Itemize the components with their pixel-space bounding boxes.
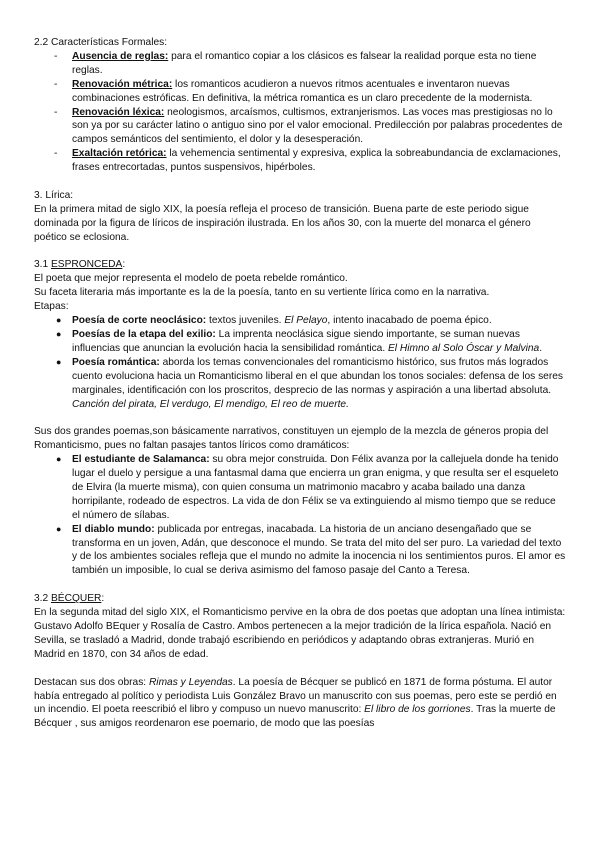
paragraph-faceta: Su faceta literaria más importante es la de la poesía, tanto en su vertiente lírica como en la narrativa. (34, 287, 490, 299)
dash-marker: - (54, 106, 58, 118)
section-number: 3.1 (34, 259, 51, 271)
heading-colon: : (122, 259, 126, 271)
definition: textos juveniles. (206, 315, 285, 327)
section-number: 3.2 (34, 593, 51, 605)
definition: publicada por entregas, inacabada. La historia de un anciano desengañado que se transforma en un joven, Adán, que desconoce el mundo. Se trata del mito del ser puro. La variedad del texto y de los ambientes sociales refleja que el mundo no admite la inocencia ni los sentimientos puros. El amor es también un imposible, lo cual se deriva asimismo del famoso pasaje del Canto a Teresa. (72, 523, 566, 577)
text: Destacan sus dos obras: (34, 676, 149, 688)
heading-colon: : (101, 593, 105, 605)
formal-features-list (34, 50, 566, 175)
author-name: ESPRONCEDA (51, 259, 123, 271)
section-heading-lirica: 3. Lírica: (34, 189, 74, 201)
paragraph-lirica: En la primera mitad de siglo XIX, la poesía refleja el proceso de transición. Buena parte de este periodo sigue dominada por la figura de líricos de inspiración ilustrada. En los años 30, con la muerte del monarca el género poético se eclosiona. (34, 203, 531, 243)
work-title: Rimas y Leyendas (148, 676, 233, 688)
bullet-icon: ● (56, 523, 62, 534)
section-heading-formal: 2.2 Características Formales: (34, 37, 168, 48)
poems-list (34, 453, 566, 578)
definition: para el romantico copiar a los clásicos es falsear la realidad porque esta no tiene reglas. (72, 50, 537, 76)
list-item (34, 328, 566, 356)
bullet-icon: ● (56, 454, 62, 465)
list-item (34, 356, 566, 412)
dash-marker: - (54, 148, 58, 160)
dash-marker: - (54, 50, 58, 62)
term: Renovación léxica: (72, 106, 165, 118)
stages-list (34, 314, 566, 411)
work-title: El libro de los gorriones (364, 704, 471, 716)
term: Poesía romántica: (72, 356, 160, 368)
paragraph-obras (34, 676, 566, 732)
term: Poesías de la etapa del exilio: (72, 329, 216, 340)
term: Ausencia de reglas: (72, 50, 169, 62)
work-title: El Pelayo (284, 315, 328, 327)
dash-marker: - (54, 78, 58, 90)
term: Renovación métrica: (72, 78, 173, 90)
paragraph-poemas: Sus dos grandes poemas,son básicamente narrativos, constituyen un ejemplo de la mezcla de géneros propia del Romanticismo, pues no faltan pasajes tantos líricos como dramáticos: (34, 426, 549, 452)
bullet-icon: ● (56, 315, 62, 326)
definition: neologismos, arcaísmos, cultismos, extranjerismos. Las voces mas prestigiosas no lo son ya por su carácter latino o antiguo sino por el valor emocional. Predilección por palabras procedentes de campos semánticos del sentimiento, el dolor y la desesperación. (72, 106, 563, 146)
list-item (34, 523, 566, 579)
section-heading-espronceda (34, 258, 566, 272)
text: . La poesía de Bécquer se publicó en 1871 de forma póstuma. El autor había entregado al político y periodista Luis González Bravo un manuscrito con sus poemas, pero este se perdió en un incendio. El poeta reescribió el libro y compuso un nuevo manuscrito: (34, 676, 557, 716)
label-etapas: Etapas: (34, 301, 69, 313)
list-item (34, 314, 566, 328)
section-heading-becquer (34, 592, 566, 606)
list-item (34, 106, 566, 148)
work-title: Canción del pirata, El verdugo, El mendigo, El reo de muerte. (72, 398, 349, 410)
term: El estudiante de Salamanca: (72, 454, 210, 466)
list-item (34, 453, 566, 523)
paragraph-becquer: En la segunda mitad del siglo XIX, el Romanticismo pervive en la obra de dos poetas que adoptan una línea intimista: Gustavo Adolfo BEquer y Rosalía de Castro. Ambos pertenecen a la mejor tradición de la lírica española. Nació en Sevilla, se trasladó a Madrid, donde trabajó escribiendo en periódicos y adaptando obras extranjeras. Murió en Madrid en 1870, con 34 años de edad. (34, 607, 566, 660)
definition-end: . (539, 342, 543, 354)
list-item (34, 78, 566, 106)
definition: su obra mejor construida. Don Félix avanza por la callejuela donde ha tenido lugar el duelo y persigue a una fantasmal dama que encierra un gran enigma, y que resulta ser el esqueleto de Elvira (la muerte misma), con quien consuma un matrimonio macabro y acaba bailado una danza horripilante, rodeado de espectros. La vida de don Félix se va extinguiendo al mismo tiempo que se reduce el número de sílabas. (72, 454, 559, 521)
bullet-icon: ● (56, 329, 62, 339)
list-item (34, 147, 566, 175)
term: Poesía de corte neoclásico: (72, 315, 207, 327)
document-page (34, 36, 566, 731)
term: Exaltación retórica: (72, 148, 167, 160)
text: . Tras la muerte de Bécquer , sus amigos reordenaron ese poemario, de modo que las poesías (34, 704, 556, 730)
definition: aborda los temas convencionales del romanticismo histórico, sus frutos más logrados cuento evoluciona hacia un Romanticismo liberal en el que abundan los tonos sociales: defensa de los seres marginales, identificación con los proscritos, desprecio de las normas y aspiración a una libertad absoluta. (72, 356, 564, 396)
work-title: El Himno al Solo Óscar y Malvina (388, 342, 540, 354)
list-item (34, 50, 566, 78)
paragraph-intro: El poeta que mejor representa el modelo de poeta rebelde romántico. (34, 273, 348, 285)
definition: los romanticos acudieron a nuevos ritmos acentuales e inventaron nuevas combinaciones estróficas. En definitiva, la métrica romantica es un claro precedente de la modernista. (72, 78, 533, 104)
author-name: BÉCQUER (51, 593, 102, 605)
definition: la vehemencia sentimental y expresiva, explica la sobreabundancia de exclamaciones, frases entrecortadas, puntos suspensivos, hipérboles. (72, 148, 561, 174)
definition-end: , intento inacabado de poema épico. (327, 315, 492, 327)
definition: La imprenta neoclásica sigue siendo importante, se suman nuevas influencias que anuncian la evolución hacia la sensibilidad romántica. (72, 329, 520, 354)
bullet-icon: ● (56, 356, 62, 367)
term: El diablo mundo: (72, 523, 155, 535)
